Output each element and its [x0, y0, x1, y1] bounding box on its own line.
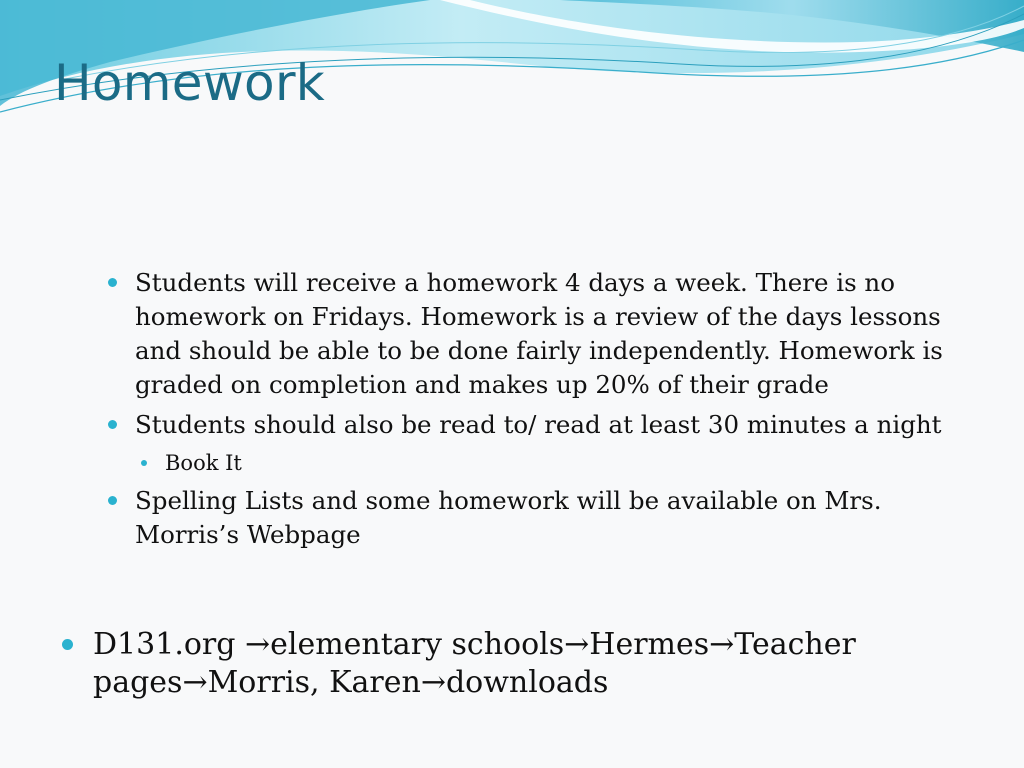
- list-item-website-path: [62, 626, 962, 702]
- list-item-spelling-lists: [108, 484, 958, 552]
- website-path-text: D131.org →elementary schools→Hermes→Teacher pages→Morris, Karen→downloads: [93, 627, 856, 700]
- bullet-text: Spelling Lists and some homework will be available on Mrs. Morris’s Webpage: [135, 486, 882, 549]
- bullet-list: [108, 266, 958, 558]
- bullet-dot-icon: [108, 420, 117, 429]
- list-subitem-book-it: [108, 448, 958, 478]
- list-item-reading: [108, 408, 958, 442]
- slide-title: Homework: [54, 54, 326, 112]
- navigation-path-list: [62, 626, 962, 702]
- list-item-homework-schedule: [108, 266, 958, 402]
- bullet-dot-icon: [108, 278, 117, 287]
- bullet-dot-icon: [141, 460, 147, 466]
- bullet-text: Students should also be read to/ read at least 30 minutes a night: [135, 410, 942, 439]
- bullet-text: Students will receive a homework 4 days a week. There is no homework on Fridays. Homework is a review of the days lessons and should be able to be done fairly independently. Homework is graded on completion and makes up 20% of their grade: [135, 268, 943, 399]
- bullet-dot-icon: [108, 496, 117, 505]
- bullet-text: Book It: [165, 451, 242, 475]
- bullet-dot-icon: [62, 639, 73, 650]
